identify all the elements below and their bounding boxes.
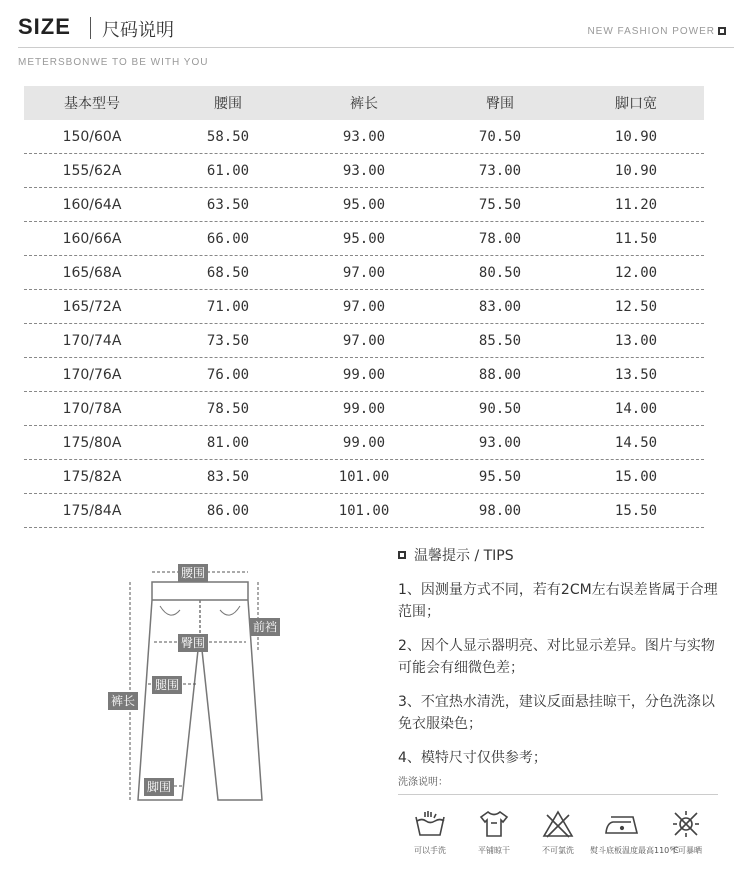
table-cell: 78.50 (206, 400, 250, 417)
flat-dry-icon (477, 809, 511, 839)
table-row (24, 324, 704, 358)
brand-subline: METERSBONWE TO BE WITH YOU (18, 57, 209, 68)
table-cell: 13.00 (614, 332, 658, 349)
table-cell: 165/72A (62, 298, 122, 315)
wash-label: 不可氯洗 (542, 846, 574, 855)
header-cell: 脚口宽 (615, 96, 657, 112)
brand-slogan-text: NEW FASHION POWER (587, 26, 715, 37)
table-cell: 160/66A (62, 230, 122, 247)
wash-label: 平铺晾干 (478, 846, 510, 855)
wash-instructions (398, 773, 718, 856)
table-row (24, 426, 704, 460)
table-cell: 95.50 (478, 468, 522, 485)
size-table (24, 86, 704, 528)
wash-item (462, 809, 526, 856)
hip-tag: 臀围 (178, 634, 208, 652)
wash-item (526, 809, 590, 856)
wash-label: 可以手洗 (414, 846, 446, 855)
wash-title: 洗涤说明： (398, 777, 448, 788)
tips-title (398, 545, 718, 567)
wash-item (398, 809, 462, 856)
table-cell: 73.50 (206, 332, 250, 349)
table-cell: 170/74A (62, 332, 122, 349)
iron-icon (603, 809, 641, 839)
table-cell: 97.00 (342, 298, 386, 315)
wash-divider (398, 794, 718, 795)
tip-item: 3、不宜热水清洗，建议反面悬挂晾干，分色洗涤以免衣服染色； (398, 694, 715, 732)
table-cell: 175/82A (62, 468, 122, 485)
table-cell: 12.00 (614, 264, 658, 281)
brand-slogan (587, 26, 726, 37)
table-cell: 81.00 (206, 434, 250, 451)
table-cell: 11.50 (614, 230, 658, 247)
tips-section (398, 545, 718, 769)
table-cell: 63.50 (206, 196, 250, 213)
wash-label: 熨斗底板温度最高110°C (590, 846, 679, 855)
table-cell: 70.50 (478, 128, 522, 145)
table-cell: 88.00 (478, 366, 522, 383)
table-cell: 10.90 (614, 162, 658, 179)
table-cell: 83.50 (206, 468, 250, 485)
header-cell: 裤长 (350, 96, 378, 112)
length-tag: 裤长 (108, 692, 138, 710)
table-cell: 58.50 (206, 128, 250, 145)
table-cell: 165/68A (62, 264, 122, 281)
header-cell: 腰围 (214, 96, 242, 112)
table-cell: 93.00 (478, 434, 522, 451)
table-cell: 175/84A (62, 502, 122, 519)
header-cell: 基本型号 (64, 96, 120, 112)
table-row (24, 188, 704, 222)
table-cell: 95.00 (342, 230, 386, 247)
table-row (24, 120, 704, 154)
table-cell: 11.20 (614, 196, 658, 213)
table-cell: 85.50 (478, 332, 522, 349)
thigh-tag: 腿围 (152, 676, 182, 694)
table-cell: 73.00 (478, 162, 522, 179)
table-cell: 98.00 (478, 502, 522, 519)
table-cell: 76.00 (206, 366, 250, 383)
table-row (24, 392, 704, 426)
hand-wash-icon (413, 809, 447, 839)
no-bleach-icon (541, 809, 575, 839)
table-cell: 71.00 (206, 298, 250, 315)
pants-diagram (100, 560, 300, 830)
size-title: SIZE (18, 14, 71, 39)
table-cell: 13.50 (614, 366, 658, 383)
table-cell: 175/80A (62, 434, 122, 451)
wash-item (654, 809, 718, 856)
table-cell: 14.00 (614, 400, 658, 417)
waist-tag: 腰围 (178, 564, 208, 582)
table-cell: 15.00 (614, 468, 658, 485)
header-cell: 臀围 (486, 96, 514, 112)
table-cell: 160/64A (62, 196, 122, 213)
table-row (24, 460, 704, 494)
table-cell: 83.00 (478, 298, 522, 315)
table-cell: 93.00 (342, 128, 386, 145)
table-cell: 90.50 (478, 400, 522, 417)
table-cell: 93.00 (342, 162, 386, 179)
table-cell: 10.90 (614, 128, 658, 145)
table-cell: 75.50 (478, 196, 522, 213)
table-row (24, 494, 704, 528)
table-cell: 150/60A (62, 128, 122, 145)
hem-tag: 脚围 (144, 778, 174, 796)
no-sun-dry-icon (669, 809, 703, 839)
table-row (24, 154, 704, 188)
table-cell: 101.00 (338, 502, 390, 519)
table-row (24, 222, 704, 256)
table-cell: 101.00 (338, 468, 390, 485)
table-cell: 14.50 (614, 434, 658, 451)
table-cell: 95.00 (342, 196, 386, 213)
table-cell: 68.50 (206, 264, 250, 281)
table-cell: 99.00 (342, 400, 386, 417)
wash-label: 不可暴晒 (670, 846, 702, 855)
square-bullet-icon (398, 551, 406, 559)
table-cell: 97.00 (342, 332, 386, 349)
table-cell: 86.00 (206, 502, 250, 519)
header (18, 14, 734, 48)
table-cell: 12.50 (614, 298, 658, 315)
table-row (24, 358, 704, 392)
table-cell: 61.00 (206, 162, 250, 179)
front-rise-tag: 前裆 (250, 618, 280, 636)
size-table-header (24, 86, 704, 120)
title-divider (90, 17, 91, 39)
table-cell: 15.50 (614, 502, 658, 519)
tip-item: 2、因个人显示器明亮、对比显示差异。图片与实物可能会有细微色差； (398, 638, 715, 676)
table-cell: 170/76A (62, 366, 122, 383)
tip-item: 1、因测量方式不同，若有2CM左右误差皆属于合理范围； (398, 582, 718, 620)
square-bullet-icon (718, 27, 726, 35)
table-cell: 99.00 (342, 434, 386, 451)
table-row (24, 290, 704, 324)
table-cell: 170/78A (62, 400, 122, 417)
table-cell: 97.00 (342, 264, 386, 281)
table-cell: 99.00 (342, 366, 386, 383)
header-divider (18, 47, 734, 48)
table-cell: 66.00 (206, 230, 250, 247)
wash-item (590, 809, 679, 856)
table-cell: 155/62A (62, 162, 122, 179)
table-row (24, 256, 704, 290)
tip-item: 4、模特尺寸仅供参考； (398, 750, 547, 766)
tips-title-text: 温馨提示 / TIPS (414, 548, 514, 564)
table-cell: 80.50 (478, 264, 522, 281)
size-title-cn: 尺码说明 (102, 20, 174, 41)
size-table-body (24, 120, 704, 528)
table-cell: 78.00 (478, 230, 522, 247)
